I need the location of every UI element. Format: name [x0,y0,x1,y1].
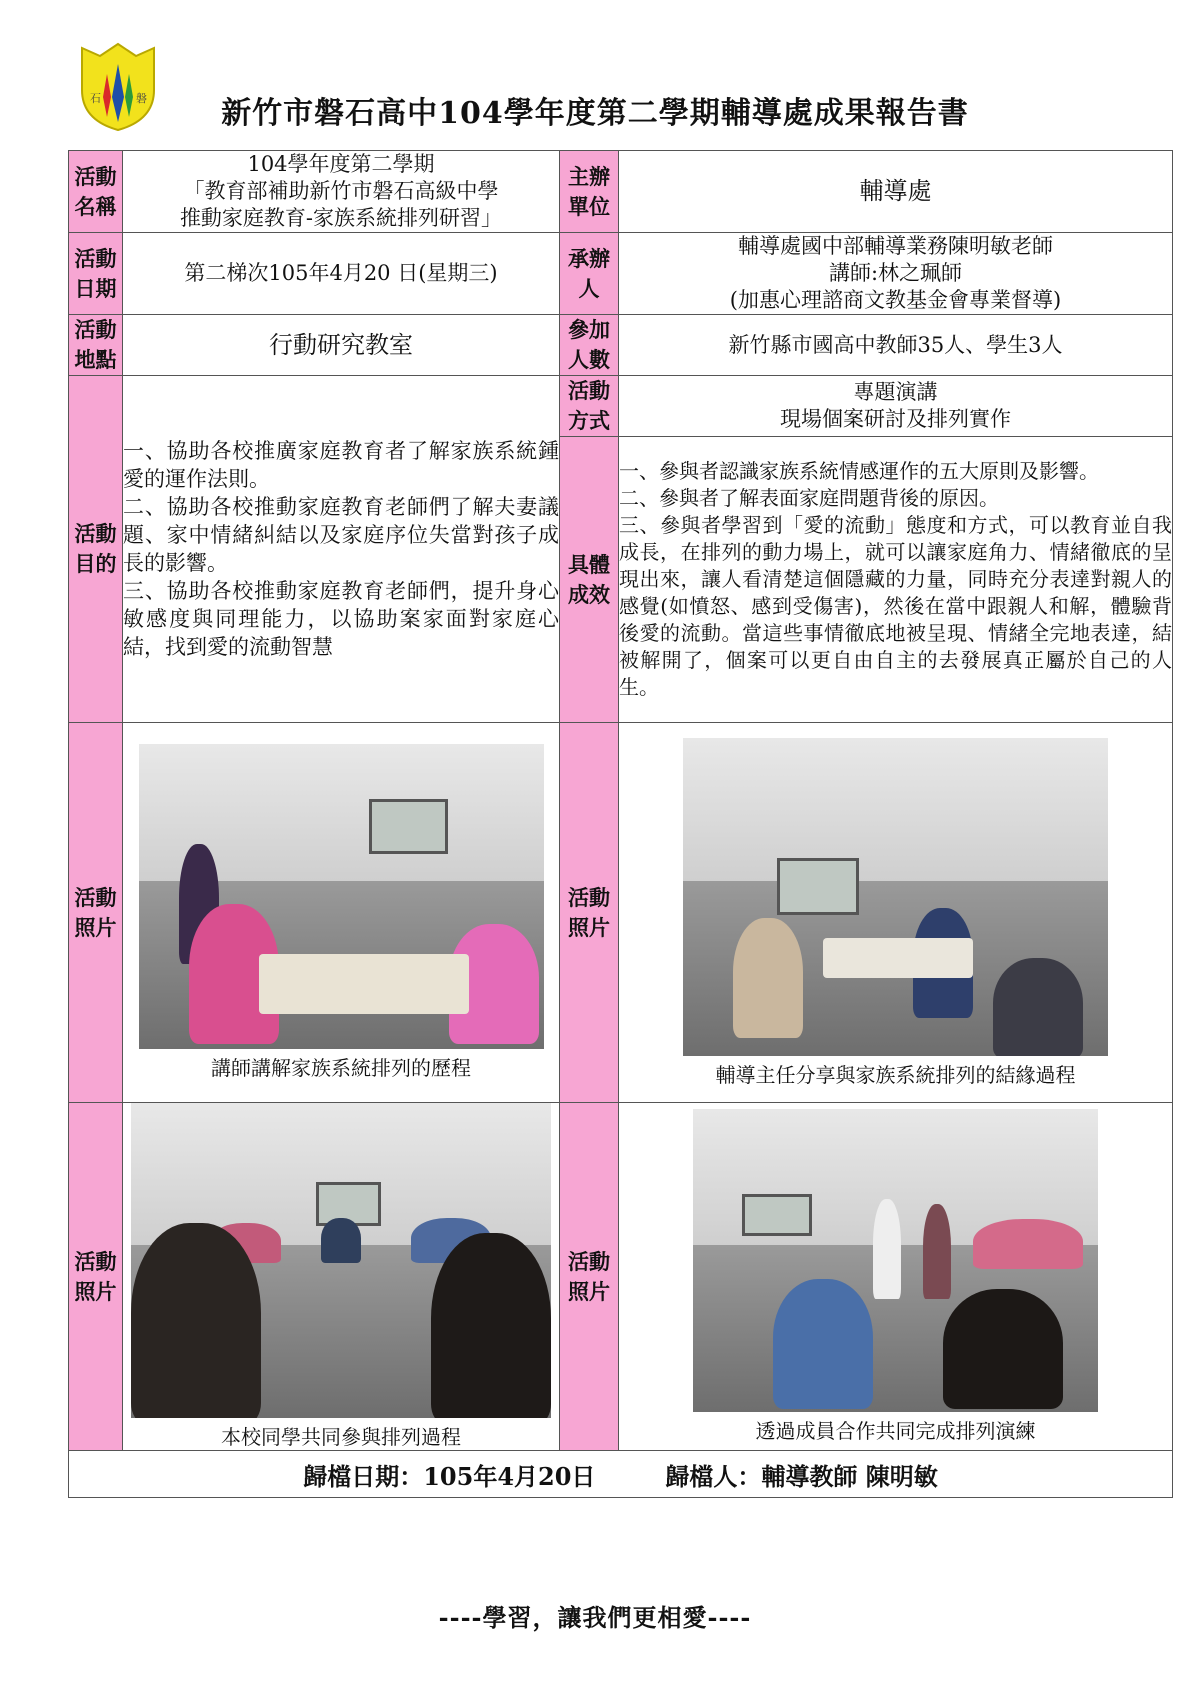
undertaker-value: 輔導處國中部輔導業務陳明敏老師 講師:林之珮師 (加惠心理諮商文教基金會專業督導) [619,233,1173,315]
organizer-value: 輔導處 [619,151,1173,233]
photo-caption-2: 輔導主任分享與家族系統排列的結緣過程 [715,1062,1076,1087]
label-participants: 參加 人數 [560,315,619,376]
photo-cell-4 [619,1103,1173,1451]
label-activity-photos-1: 活動 照片 [69,723,123,1103]
filer: 歸檔人：輔導教師 陳明敏 [665,1461,938,1491]
photo-rehearsal [693,1109,1098,1412]
photo-cell-2 [619,723,1173,1103]
filing-footer [69,1451,1173,1498]
label-activity-photos-2: 活動 照片 [560,723,619,1103]
activity-method-value: 專題演講 現場個案研討及排列實作 [619,376,1173,437]
activity-location-value: 行動研究教室 [123,315,560,376]
report-table [68,150,1173,1498]
label-undertaker: 承辦 人 [560,233,619,315]
slogan: ----學習，讓我們更相愛---- [438,1603,752,1632]
logo-right-char: 磐 [136,92,147,105]
participants-value: 新竹縣市國高中教師35人、學生3人 [619,315,1173,376]
photo-sharing [683,738,1108,1056]
document-title: 新竹市磐石高中104學年度第二學期輔導處成果報告書 [221,96,969,131]
photo-students [131,1103,551,1418]
activity-date-value: 第二梯次105年4月20 日(星期三) [123,233,560,315]
label-activity-photos-3: 活動 照片 [69,1103,123,1451]
logo-left-char: 石 [90,92,101,105]
photo-caption-4: 透過成員合作共同完成排列演練 [755,1419,1036,1443]
activity-purpose-value: 一、協助各校推廣家庭教育者了解家族系統鍾愛的運作法則。 二、協助各校推動家庭教育老師們了解夫妻議題、家中情緒糾結以及家庭序位失當對孩子成長的影響。 三、協助各校推動家庭教育老師們，提升身心敏感度與同理能力，以協助案家面對家庭心結，找到愛的流動智慧 [123,376,560,723]
label-activity-location: 活動 地點 [69,315,123,376]
label-activity-photos-4: 活動 照片 [560,1103,619,1451]
label-activity-name: 活動 名稱 [69,151,123,233]
label-activity-date: 活動 日期 [69,233,123,315]
label-concrete-results: 具體 成效 [560,437,619,723]
label-organizer: 主辦 單位 [560,151,619,233]
photo-caption-3: 本校同學共同參與排列過程 [221,1425,461,1449]
photo-cell-3 [123,1103,560,1451]
photo-cell-1 [123,723,560,1103]
concrete-results-value: 一、參與者認識家族系統情感運作的五大原則及影響。 二、參與者了解表面家庭問題背後的原因。 三、參與者學習到「愛的流動」態度和方式，可以教育並自我成長，在排列的動力場上，就可以讓家庭角力、情緒徹底的呈現出來，讓人看清楚這個隱藏的力量，同時充分表達對親人的感覺(如憤怒、感到受傷害)，然後在當中跟親人和解，體驗背後愛的流動。當這些事情徹底地被呈現、情緒全完地表達，結被解開了，個案可以更自由自主的去發展真正屬於自己的人生。 [619,437,1173,723]
filing-date: 歸檔日期：105年4月20日 [303,1461,596,1491]
label-activity-purpose: 活動 目的 [69,376,123,723]
photo-caption-1: 講師講解家族系統排列的歷程 [211,1056,471,1080]
activity-name-value: 104學年度第二學期 「教育部補助新竹市磐石高級中學 推動家庭教育-家族系統排列研習」 [123,151,560,233]
photo-lecture [139,744,544,1049]
label-activity-method: 活動 方式 [560,376,619,437]
